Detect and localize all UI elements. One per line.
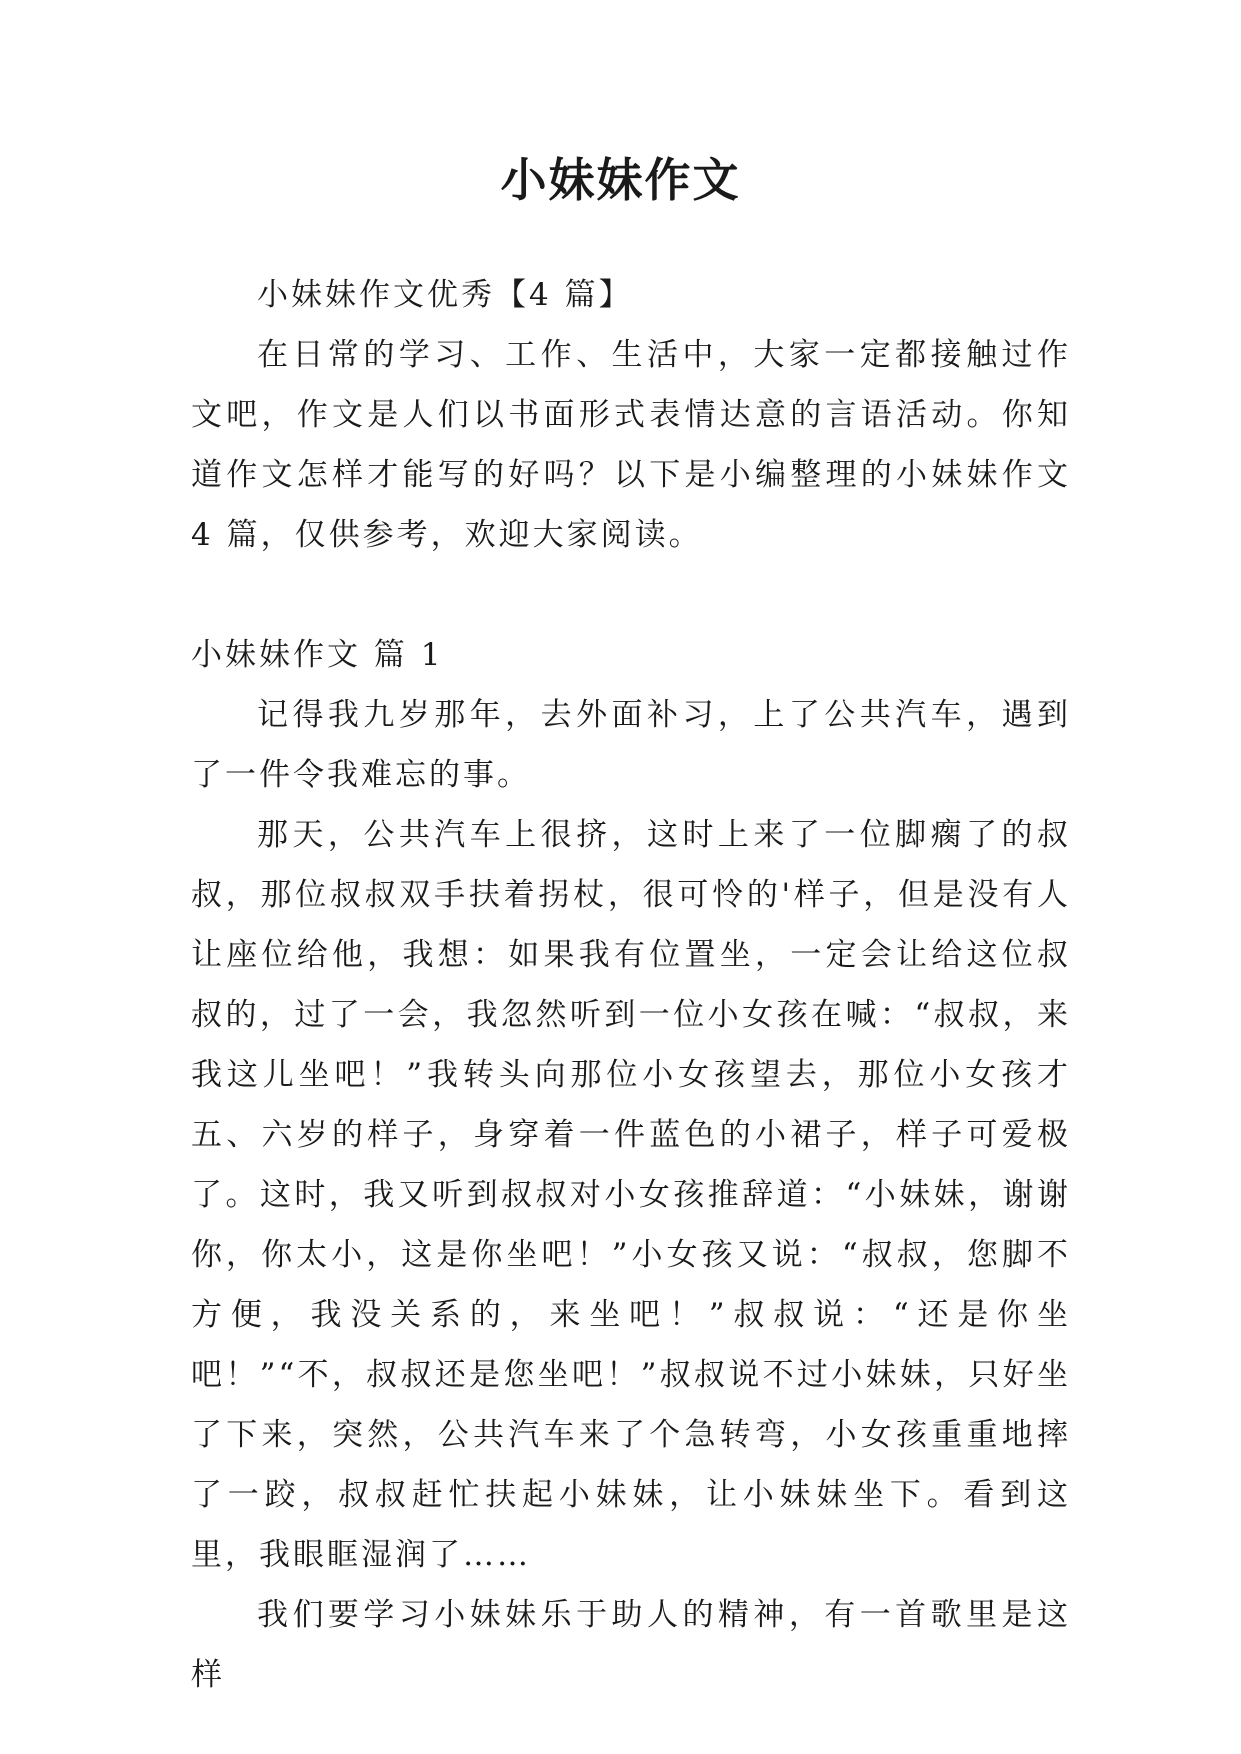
section-heading: 小妹妹作文 篇 1 [191,637,444,673]
document-subtitle: 小妹妹作文优秀【4 篇】 [257,277,633,313]
body-paragraph: 我们要学习小妹妹乐于助人的精神，有一首歌里是这样 [191,1597,1071,1693]
body-paragraph: 那天，公共汽车上很挤，这时上来了一位脚瘸了的叔叔，那位叔叔双手扶着拐杖，很可怜的'样子，但是没有人让座位给他，我想：如果我有位置坐，一定会让给这位叔叔的，过了一会，我忽然听到一位小女孩在喊：“叔叔，来我这儿坐吧！”我转头向那位小女孩望去，那位小女孩才五、六岁的样子，身穿着一件蓝色的小裙子，样子可爱极了。这时，我又听到叔叔对小女孩推辞道：“小妹妹，谢谢你，你太小，这是你坐吧！”小女孩又说：“叔叔，您脚不方便，我没关系的，来坐吧！”叔叔说：“还是你坐吧！”“不，叔叔还是您坐吧！”叔叔说不过小妹妹，只好坐了下来，突然，公共汽车来了个急转弯，小女孩重重地摔了一跤，叔叔赶忙扶起小妹妹，让小妹妹坐下。看到这里，我眼眶湿润了…… [191,817,1071,1573]
intro-paragraph: 在日常的学习、工作、生活中，大家一定都接触过作文吧，作文是人们以书面形式表情达意的言语活动。你知道作文怎样才能写的好吗？以下是小编整理的小妹妹作文 4 篇，仅供参考，欢迎大家阅读。 [191,337,1071,553]
body-paragraph: 记得我九岁那年，去外面补习，上了公共汽车，遇到了一件令我难忘的事。 [191,697,1071,793]
document-title: 小妹妹作文 [500,153,741,207]
document-body [191,265,1071,1705]
